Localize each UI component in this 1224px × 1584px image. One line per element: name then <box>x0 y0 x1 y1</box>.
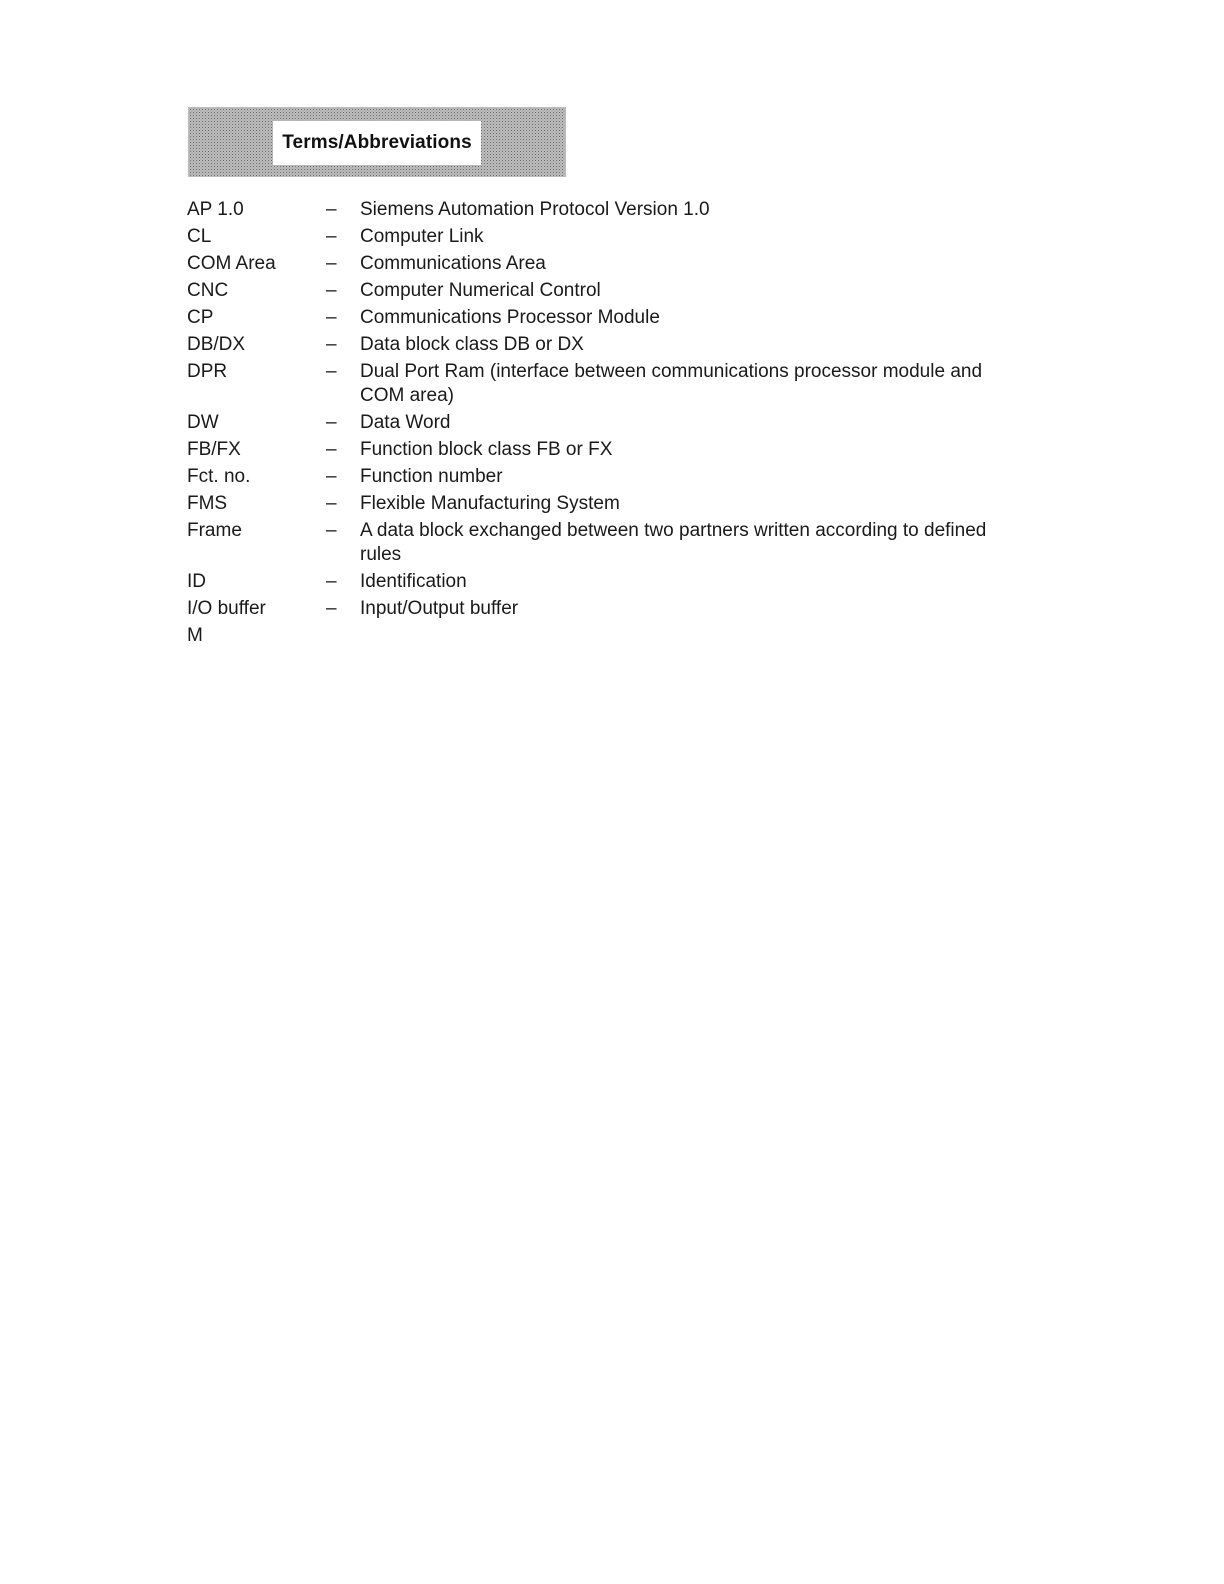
term-row <box>187 624 1007 648</box>
term-dash: – <box>326 280 337 301</box>
term-abbreviation: CP <box>187 307 214 328</box>
page-title: Terms/Abbreviations <box>282 132 472 153</box>
term-dash: – <box>326 466 337 487</box>
term-row <box>187 360 1007 408</box>
term-dash: – <box>326 493 337 514</box>
terms-list <box>187 198 1007 651</box>
term-row <box>187 306 1007 330</box>
term-dash: – <box>326 361 337 382</box>
term-row <box>187 198 1007 222</box>
term-row <box>187 465 1007 489</box>
term-dash: – <box>326 334 337 355</box>
term-definition: Communications Area <box>360 253 546 274</box>
term-abbreviation: Frame <box>187 520 242 541</box>
term-definition: Function number <box>360 466 503 487</box>
term-definition: Computer Numerical Control <box>360 280 601 301</box>
term-dash: – <box>326 253 337 274</box>
term-definition: Flexible Manufacturing System <box>360 493 620 514</box>
term-row <box>187 438 1007 462</box>
term-row <box>187 519 1007 567</box>
heading-banner <box>188 107 566 177</box>
term-dash: – <box>326 307 337 328</box>
term-dash: – <box>326 439 337 460</box>
term-row <box>187 570 1007 594</box>
term-row <box>187 279 1007 303</box>
term-dash: – <box>326 598 337 619</box>
term-definition: Function block class FB or FX <box>360 439 613 460</box>
term-abbreviation: M <box>187 625 203 646</box>
term-dash: – <box>326 199 337 220</box>
term-definition: Data block class DB or DX <box>360 334 584 355</box>
term-definition: Communications Processor Module <box>360 307 660 328</box>
term-definition: Data Word <box>360 412 451 433</box>
term-row <box>187 597 1007 621</box>
term-abbreviation: Fct. no. <box>187 466 251 487</box>
term-dash: – <box>326 520 337 541</box>
term-abbreviation: CNC <box>187 280 229 301</box>
term-abbreviation: AP 1.0 <box>187 199 244 220</box>
term-abbreviation: COM Area <box>187 253 276 274</box>
term-abbreviation: DB/DX <box>187 334 246 355</box>
term-abbreviation: ID <box>187 571 206 592</box>
term-definition: Dual Port Ram (interface between communications processor module and COM area) <box>360 361 983 406</box>
term-abbreviation: I/O buffer <box>187 598 266 619</box>
term-dash: – <box>326 571 337 592</box>
heading-box <box>273 121 481 165</box>
term-dash: – <box>326 412 337 433</box>
term-abbreviation: FMS <box>187 493 228 514</box>
term-definition: Identification <box>360 571 467 592</box>
term-row <box>187 411 1007 435</box>
term-abbreviation: DPR <box>187 361 228 382</box>
term-abbreviation: FB/FX <box>187 439 241 460</box>
term-abbreviation: CL <box>187 226 212 247</box>
term-abbreviation: DW <box>187 412 219 433</box>
term-definition: A data block exchanged between two partners written according to defined rules <box>360 520 987 565</box>
term-definition: Siemens Automation Protocol Version 1.0 <box>360 199 710 220</box>
term-row <box>187 252 1007 276</box>
term-definition: Input/Output buffer <box>360 598 519 619</box>
term-row <box>187 225 1007 249</box>
term-row <box>187 492 1007 516</box>
term-row <box>187 333 1007 357</box>
term-definition: Computer Link <box>360 226 484 247</box>
term-dash: – <box>326 226 337 247</box>
